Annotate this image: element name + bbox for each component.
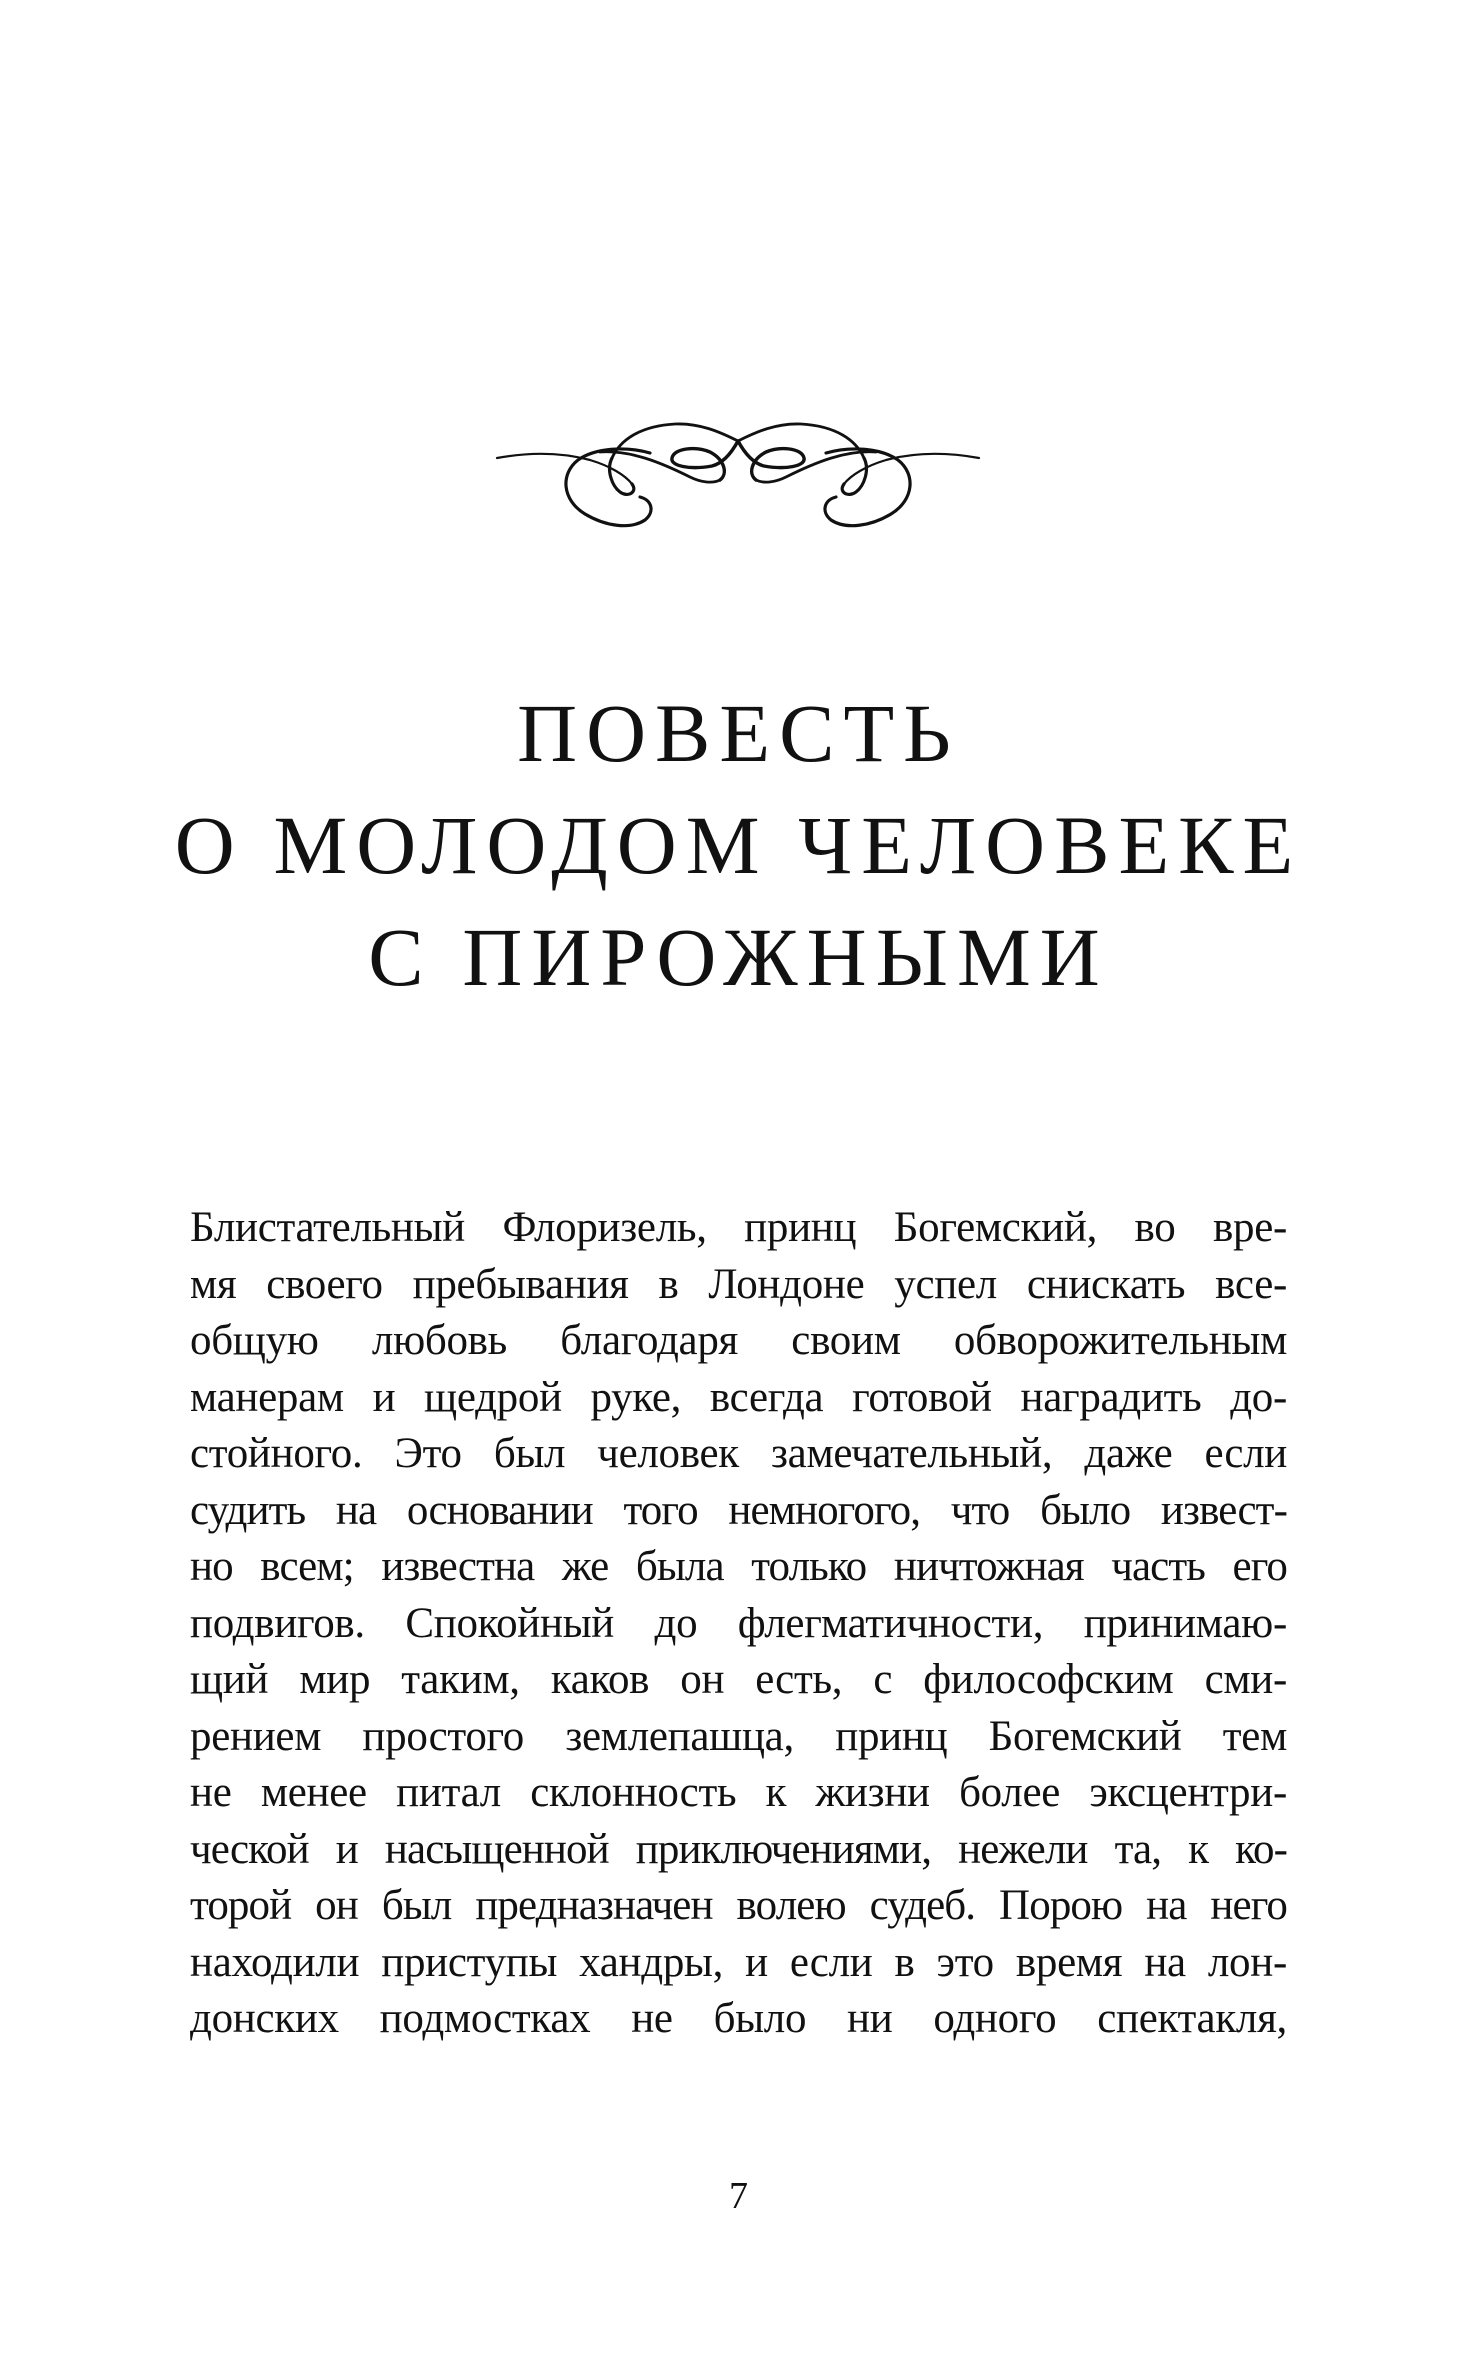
body-line-5: стойного. Это был человек замечательный, даже если bbox=[190, 1430, 1287, 1477]
body-line-14: находили приступы хандры, и если в это время на лон- bbox=[190, 1938, 1287, 1986]
chapter-title-line-2: О МОЛОДОМ ЧЕЛОВЕКЕ bbox=[174, 799, 1303, 891]
body-line-6: судить на основании того немногого, что было извест- bbox=[190, 1486, 1287, 1534]
body-line-15: донских подмостках не было ни одного спектакля, bbox=[190, 1995, 1287, 2042]
chapter-title-line-1: ПОВЕСТЬ bbox=[517, 687, 960, 779]
body-paragraph bbox=[190, 1200, 1287, 2048]
page-number: 7 bbox=[729, 2175, 748, 2217]
flourish-svg bbox=[490, 405, 990, 545]
body-line-1: Блистательный Флоризель, принц Богемский, во вре- bbox=[190, 1204, 1287, 1251]
body-line-10: рением простого землепашца, принц Богемский тем bbox=[190, 1712, 1287, 1760]
body-line-9: щий мир таким, каков он есть, с философским сми- bbox=[190, 1656, 1287, 1703]
body-line-4: манерам и щедрой руке, всегда готовой наградить до- bbox=[190, 1373, 1287, 1421]
body-line-12: ческой и насыщенной приключениями, нежели та, к ко- bbox=[190, 1825, 1287, 1873]
flourish-divider-icon bbox=[490, 405, 990, 545]
body-line-11: не менее питал склонность к жизни более эксцентри- bbox=[190, 1769, 1287, 1816]
body-line-13: торой он был предназначен волею судеб. Порою на него bbox=[190, 1882, 1287, 1929]
body-line-8: подвигов. Спокойный до флегматичности, принимаю- bbox=[190, 1599, 1287, 1647]
body-line-7: но всем; известна же была только ничтожная часть его bbox=[190, 1543, 1287, 1590]
chapter-title-line-3: С ПИРОЖНЫМИ bbox=[368, 911, 1109, 1003]
body-line-3: общую любовь благодаря своим обворожительным bbox=[190, 1317, 1287, 1364]
body-line-2: мя своего пребывания в Лондоне успел снискать все- bbox=[190, 1260, 1287, 1308]
